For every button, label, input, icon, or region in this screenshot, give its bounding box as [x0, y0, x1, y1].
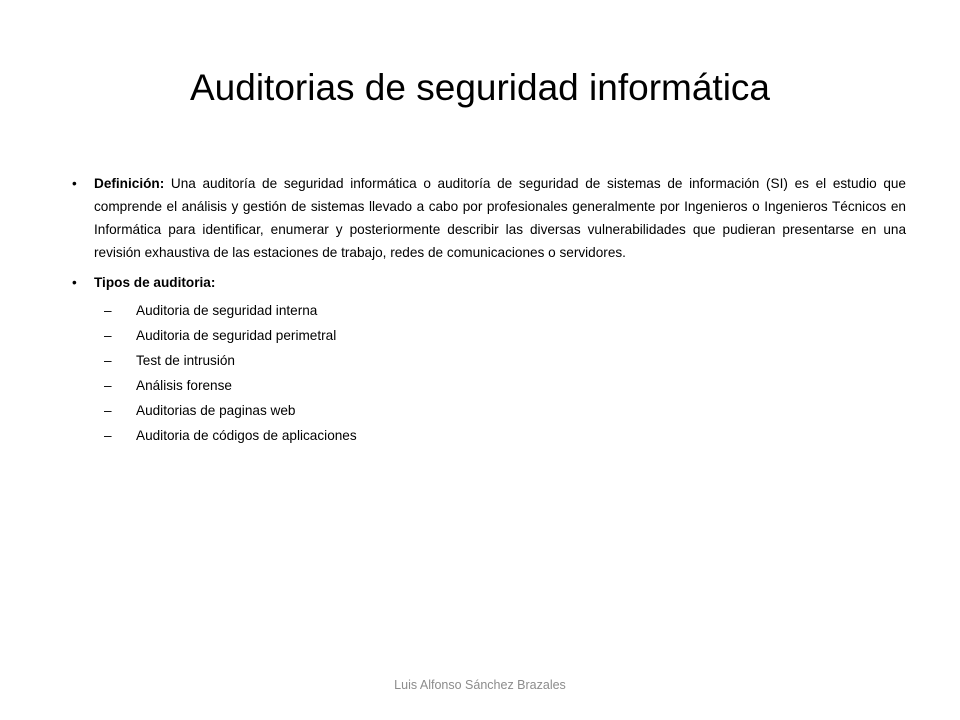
dash-icon: –	[104, 378, 112, 393]
slide-title: Auditorias de seguridad informática	[190, 67, 770, 108]
dash-icon: –	[104, 428, 112, 443]
list-item	[104, 351, 906, 371]
list-item	[104, 326, 906, 346]
bullet-audit-types	[72, 271, 906, 294]
dash-icon: –	[104, 328, 112, 343]
list-item	[104, 401, 906, 421]
list-item	[104, 426, 906, 446]
dash-icon: –	[104, 353, 112, 368]
list-item-text: Auditoria de códigos de aplicaciones	[136, 428, 357, 443]
bullet-dot-icon: •	[72, 275, 77, 290]
list-item-text: Auditoria de seguridad interna	[136, 303, 318, 318]
bullet-definition	[72, 172, 906, 264]
bullet-dot-icon: •	[72, 176, 77, 191]
list-item	[104, 376, 906, 396]
list-item-text: Test de intrusión	[136, 353, 235, 368]
dash-icon: –	[104, 303, 112, 318]
slide-footer: Luis Alfonso Sánchez Brazales	[394, 678, 566, 692]
definition-text: Una auditoría de seguridad informática o auditoría de seguridad de sistemas de información (SI) es el estudio que comprende el análisis y gestión de sistemas llevado a cabo por profesionales generalmente por Ingenieros o Ingenieros Técnicos en Informática para identificar, enumerar y posteriormente describir las diversas vulnerabilidades que pudieran presentarse en una revisión exhaustiva de las estaciones de trabajo, redes de comunicaciones o servidores.	[94, 176, 906, 260]
audit-types-label: Tipos de auditoria:	[94, 275, 216, 290]
slide-content	[72, 172, 906, 451]
dash-icon: –	[104, 403, 112, 418]
list-item	[104, 301, 906, 321]
list-item-text: Auditoria de seguridad perimetral	[136, 328, 337, 343]
audit-types-list	[72, 301, 906, 446]
definition-label: Definición:	[94, 176, 165, 191]
list-item-text: Análisis forense	[136, 378, 232, 393]
list-item-text: Auditorias de paginas web	[136, 403, 296, 418]
